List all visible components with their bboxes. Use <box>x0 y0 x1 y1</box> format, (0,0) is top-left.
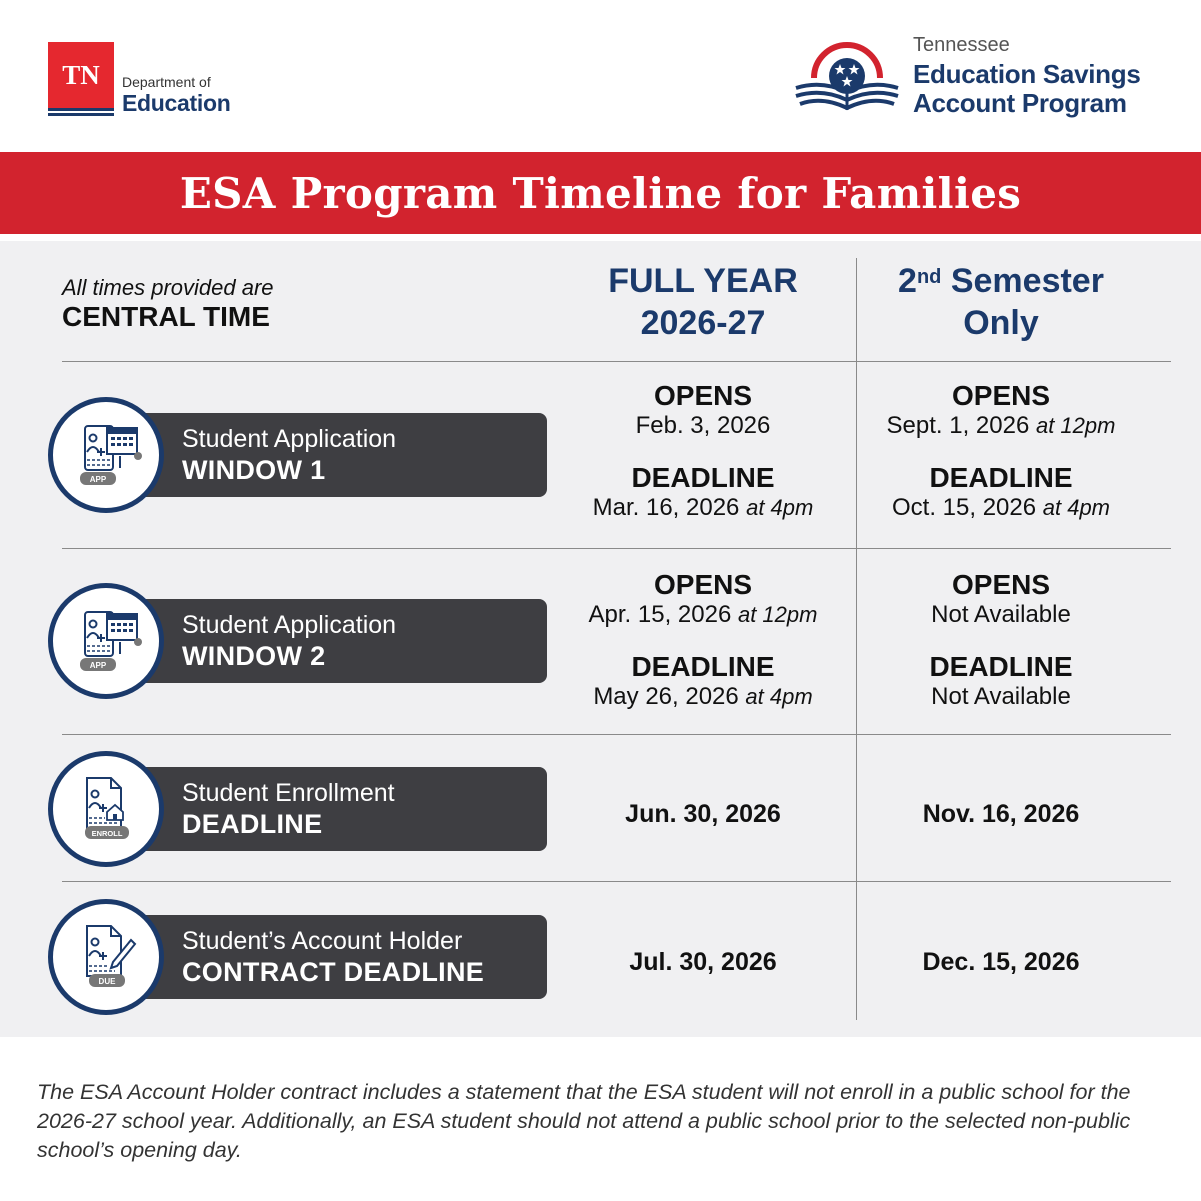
time-text: at 12pm <box>737 602 818 627</box>
row-divider <box>62 361 1171 362</box>
timezone-note: All times provided are <box>62 275 274 300</box>
row-title: Student Enrollment <box>182 779 395 807</box>
timezone-label: CENTRAL TIME <box>62 301 270 332</box>
column-header-line: Only <box>963 304 1039 342</box>
date-text: May 26, 2026 <box>593 683 739 710</box>
row-divider <box>62 881 1171 882</box>
row-label-window-1 <box>100 413 547 497</box>
header <box>0 0 1201 152</box>
esa-program-logo <box>792 34 1172 124</box>
full-year-window-1 <box>560 381 846 523</box>
date-text: Jul. 30, 2026 <box>629 948 777 976</box>
date-text: Jun. 30, 2026 <box>625 800 781 828</box>
full-year-window-2 <box>560 570 846 712</box>
deadline-date <box>560 682 846 712</box>
esa-logo-title-1: Education Savings <box>913 59 1141 89</box>
esa-logo-state: Tennessee <box>913 34 1010 56</box>
column-header-line: FULL YEAR <box>608 262 798 300</box>
opens-date: Not Available <box>931 601 1071 628</box>
date-text: Oct. 15, 2026 <box>891 494 1037 521</box>
row-label-enrollment <box>100 767 547 851</box>
open-book-stars-icon <box>792 36 902 116</box>
date-text: Feb. 3, 2026 <box>635 412 771 439</box>
row-subtitle: WINDOW 1 <box>182 455 326 485</box>
app-badge: APP <box>89 475 107 484</box>
semester-word: Semester <box>950 262 1104 300</box>
row-divider <box>62 548 1171 549</box>
title-banner <box>0 152 1201 234</box>
logo-education-text: Education <box>122 90 231 116</box>
application-calendar-icon <box>48 583 164 699</box>
opens-label: OPENS <box>951 569 1051 600</box>
column-divider <box>856 258 857 1020</box>
row-subtitle: DEADLINE <box>182 809 323 839</box>
second-semester-enrollment-deadline <box>860 799 1142 829</box>
second-semester-contract-deadline <box>860 947 1142 977</box>
deadline-label: DEADLINE <box>929 651 1073 682</box>
full-year-contract-deadline <box>560 947 846 977</box>
date-text: Nov. 16, 2026 <box>922 800 1080 828</box>
date-text: Mar. 16, 2026 <box>592 494 740 521</box>
esa-logo-title-2: Account Program <box>913 88 1127 118</box>
date-text: Sept. 1, 2026 <box>886 412 1030 439</box>
time-text: at 4pm <box>1042 495 1111 520</box>
logo-dept-text: Department of <box>122 74 211 90</box>
ordinal-number: 2 <box>898 262 917 300</box>
column-header-second-semester <box>860 260 1142 344</box>
enroll-badge: ENROLL <box>91 829 123 838</box>
opens-label: OPENS <box>653 380 753 411</box>
due-badge: DUE <box>98 977 116 986</box>
footer-disclaimer: The ESA Account Holder contract includes a statement that the ESA student will not enroll in a public school for the 2026-27 school year. Additionally, an ESA student should not attend a public school prior to the selected non-public school’s opening day. <box>37 1080 1131 1162</box>
row-subtitle: WINDOW 2 <box>182 641 326 671</box>
opens-date <box>560 411 846 441</box>
row-title: Student Application <box>182 425 397 453</box>
deadline-label: DEADLINE <box>631 651 775 682</box>
opens-label: OPENS <box>653 569 753 600</box>
deadline-date <box>560 493 846 523</box>
page-title: ESA Program Timeline for Families <box>179 168 1022 218</box>
row-label-window-2 <box>100 599 547 683</box>
full-year-enrollment-deadline <box>560 799 846 829</box>
date-text: Apr. 15, 2026 <box>588 601 732 628</box>
application-calendar-icon <box>48 397 164 513</box>
time-text: at 4pm <box>745 684 813 709</box>
opens-date <box>860 411 1142 441</box>
app-badge: APP <box>89 661 107 670</box>
time-text: at 12pm <box>1035 413 1116 438</box>
logo-rule <box>48 108 114 111</box>
enrollment-school-icon <box>48 751 164 867</box>
logo-rule <box>48 113 114 116</box>
tn-logo-mark: TN <box>48 42 114 108</box>
ordinal-suffix: nd <box>916 266 942 288</box>
deadline-label: DEADLINE <box>631 462 775 493</box>
opens-label: OPENS <box>951 380 1051 411</box>
opens-date <box>560 600 846 630</box>
deadline-date <box>860 493 1142 523</box>
row-divider <box>62 734 1171 735</box>
column-header-line <box>860 260 1142 302</box>
deadline-date: Not Available <box>931 683 1071 710</box>
contract-signature-icon <box>48 899 164 1015</box>
deadline-label: DEADLINE <box>929 462 1073 493</box>
date-text: Dec. 15, 2026 <box>922 948 1080 976</box>
row-label-contract <box>100 915 547 999</box>
column-header-full-year <box>560 260 846 344</box>
column-header-line: 2026-27 <box>640 304 766 342</box>
second-semester-window-2 <box>860 570 1142 712</box>
time-text: at 4pm <box>746 495 814 520</box>
row-title: Student’s Account Holder <box>182 927 463 955</box>
row-title: Student Application <box>182 611 397 639</box>
second-semester-window-1 <box>860 381 1142 523</box>
row-subtitle: CONTRACT DEADLINE <box>182 957 485 987</box>
